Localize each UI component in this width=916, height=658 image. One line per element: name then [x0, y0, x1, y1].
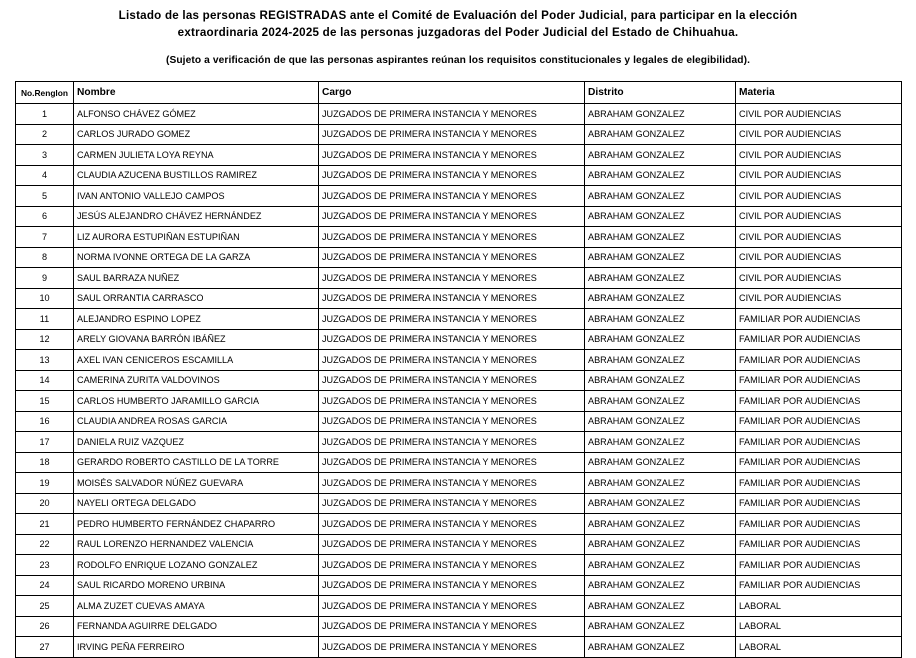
table-cell-cargo: JUZGADOS DE PRIMERA INSTANCIA Y MENORES: [319, 350, 585, 371]
table-cell-nombre: IVAN ANTONIO VALLEJO CAMPOS: [74, 186, 319, 207]
table-cell-cargo: JUZGADOS DE PRIMERA INSTANCIA Y MENORES: [319, 493, 585, 514]
document-subtitle: (Sujeto a verificación de que las personas aspirantes reúnan los requisitos constitucionales y legales de elegibilidad).: [165, 55, 751, 66]
table-cell-cargo: JUZGADOS DE PRIMERA INSTANCIA Y MENORES: [319, 104, 585, 125]
table-row: [16, 165, 902, 186]
table-cell-cargo: JUZGADOS DE PRIMERA INSTANCIA Y MENORES: [319, 329, 585, 350]
table-cell-renglon: 19: [16, 473, 74, 494]
table-cell-nombre: CAMERINA ZURITA VALDOVINOS: [74, 370, 319, 391]
table-cell-nombre: FERNANDA AGUIRRE DELGADO: [74, 616, 319, 637]
table-cell-cargo: JUZGADOS DE PRIMERA INSTANCIA Y MENORES: [319, 473, 585, 494]
table-row: [16, 370, 902, 391]
table-cell-distrito: ABRAHAM GONZALEZ: [585, 206, 736, 227]
table-cell-materia: FAMILIAR POR AUDIENCIAS: [736, 411, 902, 432]
table-cell-cargo: JUZGADOS DE PRIMERA INSTANCIA Y MENORES: [319, 124, 585, 145]
table-cell-cargo: JUZGADOS DE PRIMERA INSTANCIA Y MENORES: [319, 309, 585, 330]
table-row: [16, 247, 902, 268]
table-cell-nombre: DANIELA RUIZ VAZQUEZ: [74, 432, 319, 453]
table-cell-cargo: JUZGADOS DE PRIMERA INSTANCIA Y MENORES: [319, 370, 585, 391]
table-cell-materia: FAMILIAR POR AUDIENCIAS: [736, 452, 902, 473]
table-cell-renglon: 2: [16, 124, 74, 145]
table-cell-materia: FAMILIAR POR AUDIENCIAS: [736, 309, 902, 330]
table-cell-cargo: JUZGADOS DE PRIMERA INSTANCIA Y MENORES: [319, 165, 585, 186]
table-cell-nombre: IRVING PEÑA FERREIRO: [74, 637, 319, 658]
table-cell-nombre: RODOLFO ENRIQUE LOZANO GONZALEZ: [74, 555, 319, 576]
table-row: [16, 473, 902, 494]
table-cell-cargo: JUZGADOS DE PRIMERA INSTANCIA Y MENORES: [319, 555, 585, 576]
table-cell-renglon: 15: [16, 391, 74, 412]
table-cell-cargo: JUZGADOS DE PRIMERA INSTANCIA Y MENORES: [319, 452, 585, 473]
table-cell-cargo: JUZGADOS DE PRIMERA INSTANCIA Y MENORES: [319, 616, 585, 637]
table-cell-materia: CIVIL POR AUDIENCIAS: [736, 186, 902, 207]
table-row: [16, 124, 902, 145]
table-cell-materia: CIVIL POR AUDIENCIAS: [736, 288, 902, 309]
registered-persons-table: [15, 81, 902, 658]
table-cell-materia: CIVIL POR AUDIENCIAS: [736, 247, 902, 268]
table-cell-renglon: 20: [16, 493, 74, 514]
table-row: [16, 104, 902, 125]
table-row: [16, 391, 902, 412]
table-cell-distrito: ABRAHAM GONZALEZ: [585, 432, 736, 453]
table-cell-nombre: SAUL BARRAZA NUÑEZ: [74, 268, 319, 289]
table-cell-cargo: JUZGADOS DE PRIMERA INSTANCIA Y MENORES: [319, 247, 585, 268]
table-cell-distrito: ABRAHAM GONZALEZ: [585, 309, 736, 330]
table-row: [16, 268, 902, 289]
table-cell-nombre: PEDRO HUMBERTO FERNÁNDEZ CHAPARRO: [74, 514, 319, 535]
table-cell-renglon: 24: [16, 575, 74, 596]
table-cell-cargo: JUZGADOS DE PRIMERA INSTANCIA Y MENORES: [319, 637, 585, 658]
table-cell-materia: CIVIL POR AUDIENCIAS: [736, 206, 902, 227]
table-cell-materia: FAMILIAR POR AUDIENCIAS: [736, 329, 902, 350]
table-header-row: [16, 82, 902, 104]
table-cell-distrito: ABRAHAM GONZALEZ: [585, 329, 736, 350]
table-cell-nombre: LIZ AURORA ESTUPIÑAN ESTUPIÑAN: [74, 227, 319, 248]
table-row: [16, 637, 902, 658]
table-cell-materia: FAMILIAR POR AUDIENCIAS: [736, 391, 902, 412]
table-cell-distrito: ABRAHAM GONZALEZ: [585, 575, 736, 596]
document-heading: [0, 0, 916, 68]
table-cell-nombre: MOISÉS SALVADOR NÚÑEZ GUEVARA: [74, 473, 319, 494]
table-cell-materia: CIVIL POR AUDIENCIAS: [736, 165, 902, 186]
table-cell-renglon: 12: [16, 329, 74, 350]
table-cell-nombre: ARELY GIOVANA BARRÓN IBÁÑEZ: [74, 329, 319, 350]
table-cell-distrito: ABRAHAM GONZALEZ: [585, 268, 736, 289]
table-row: [16, 329, 902, 350]
table-cell-renglon: 25: [16, 596, 74, 617]
table-cell-nombre: CARLOS JURADO GOMEZ: [74, 124, 319, 145]
table-cell-materia: FAMILIAR POR AUDIENCIAS: [736, 555, 902, 576]
table-cell-renglon: 23: [16, 555, 74, 576]
column-header-nombre: Nombre: [74, 82, 319, 104]
table-cell-cargo: JUZGADOS DE PRIMERA INSTANCIA Y MENORES: [319, 186, 585, 207]
table-row: [16, 288, 902, 309]
table-cell-distrito: ABRAHAM GONZALEZ: [585, 596, 736, 617]
table-cell-nombre: ALMA ZUZET CUEVAS AMAYA: [74, 596, 319, 617]
table-cell-nombre: ALFONSO CHÁVEZ GÓMEZ: [74, 104, 319, 125]
table-cell-cargo: JUZGADOS DE PRIMERA INSTANCIA Y MENORES: [319, 432, 585, 453]
table-cell-renglon: 9: [16, 268, 74, 289]
table-cell-nombre: AXEL IVAN CENICEROS ESCAMILLA: [74, 350, 319, 371]
table-row: [16, 206, 902, 227]
table-cell-renglon: 3: [16, 145, 74, 166]
table-cell-materia: CIVIL POR AUDIENCIAS: [736, 124, 902, 145]
table-cell-cargo: JUZGADOS DE PRIMERA INSTANCIA Y MENORES: [319, 596, 585, 617]
table-cell-distrito: ABRAHAM GONZALEZ: [585, 165, 736, 186]
table-cell-cargo: JUZGADOS DE PRIMERA INSTANCIA Y MENORES: [319, 288, 585, 309]
table-row: [16, 616, 902, 637]
table-cell-renglon: 5: [16, 186, 74, 207]
table-cell-nombre: NORMA IVONNE ORTEGA DE LA GARZA: [74, 247, 319, 268]
table-cell-materia: CIVIL POR AUDIENCIAS: [736, 145, 902, 166]
table-cell-cargo: JUZGADOS DE PRIMERA INSTANCIA Y MENORES: [319, 411, 585, 432]
table-cell-distrito: ABRAHAM GONZALEZ: [585, 350, 736, 371]
table-row: [16, 309, 902, 330]
table-row: [16, 411, 902, 432]
table-cell-renglon: 14: [16, 370, 74, 391]
table-cell-renglon: 21: [16, 514, 74, 535]
table-cell-nombre: CARMEN JULIETA LOYA REYNA: [74, 145, 319, 166]
table-header: [16, 82, 902, 104]
table-cell-nombre: JESÚS ALEJANDRO CHÁVEZ HERNÁNDEZ: [74, 206, 319, 227]
table-cell-renglon: 22: [16, 534, 74, 555]
table-cell-renglon: 27: [16, 637, 74, 658]
table-cell-cargo: JUZGADOS DE PRIMERA INSTANCIA Y MENORES: [319, 514, 585, 535]
column-header-distrito: Distrito: [585, 82, 736, 104]
table-cell-distrito: ABRAHAM GONZALEZ: [585, 514, 736, 535]
table-cell-materia: LABORAL: [736, 637, 902, 658]
table-cell-distrito: ABRAHAM GONZALEZ: [585, 534, 736, 555]
table-cell-cargo: JUZGADOS DE PRIMERA INSTANCIA Y MENORES: [319, 227, 585, 248]
table-cell-renglon: 6: [16, 206, 74, 227]
table-body: [16, 104, 902, 658]
table-cell-cargo: JUZGADOS DE PRIMERA INSTANCIA Y MENORES: [319, 206, 585, 227]
table-cell-distrito: ABRAHAM GONZALEZ: [585, 411, 736, 432]
registered-persons-table-wrapper: [15, 81, 901, 658]
table-cell-renglon: 4: [16, 165, 74, 186]
table-cell-distrito: ABRAHAM GONZALEZ: [585, 391, 736, 412]
table-cell-renglon: 13: [16, 350, 74, 371]
table-cell-renglon: 18: [16, 452, 74, 473]
table-cell-distrito: ABRAHAM GONZALEZ: [585, 616, 736, 637]
table-cell-nombre: RAUL LORENZO HERNANDEZ VALENCIA: [74, 534, 319, 555]
table-cell-materia: FAMILIAR POR AUDIENCIAS: [736, 514, 902, 535]
table-cell-distrito: ABRAHAM GONZALEZ: [585, 227, 736, 248]
table-cell-renglon: 16: [16, 411, 74, 432]
table-cell-materia: LABORAL: [736, 596, 902, 617]
table-cell-cargo: JUZGADOS DE PRIMERA INSTANCIA Y MENORES: [319, 145, 585, 166]
table-cell-materia: FAMILIAR POR AUDIENCIAS: [736, 493, 902, 514]
table-cell-cargo: JUZGADOS DE PRIMERA INSTANCIA Y MENORES: [319, 534, 585, 555]
table-cell-cargo: JUZGADOS DE PRIMERA INSTANCIA Y MENORES: [319, 268, 585, 289]
table-row: [16, 350, 902, 371]
table-cell-materia: FAMILIAR POR AUDIENCIAS: [736, 473, 902, 494]
table-cell-nombre: NAYELI ORTEGA DELGADO: [74, 493, 319, 514]
table-cell-distrito: ABRAHAM GONZALEZ: [585, 473, 736, 494]
table-row: [16, 575, 902, 596]
document-title-line-2: extraordinaria 2024-2025 de las personas juzgadoras del Poder Judicial del Estado de Chihuahua.: [177, 25, 739, 39]
table-row: [16, 534, 902, 555]
column-header-renglon: No.Renglon: [16, 82, 74, 104]
column-header-materia: Materia: [736, 82, 902, 104]
table-cell-nombre: SAUL ORRANTIA CARRASCO: [74, 288, 319, 309]
table-cell-renglon: 17: [16, 432, 74, 453]
table-cell-materia: FAMILIAR POR AUDIENCIAS: [736, 432, 902, 453]
table-cell-nombre: CLAUDIA AZUCENA BUSTILLOS RAMIREZ: [74, 165, 319, 186]
table-cell-distrito: ABRAHAM GONZALEZ: [585, 452, 736, 473]
table-cell-nombre: GERARDO ROBERTO CASTILLO DE LA TORRE: [74, 452, 319, 473]
table-cell-nombre: ALEJANDRO ESPINO LOPEZ: [74, 309, 319, 330]
table-cell-renglon: 10: [16, 288, 74, 309]
table-row: [16, 596, 902, 617]
table-cell-materia: LABORAL: [736, 616, 902, 637]
table-row: [16, 186, 902, 207]
document-title-line-1: Listado de las personas REGISTRADAS ante el Comité de Evaluación del Poder Judicial, para participar en la elección: [118, 9, 798, 22]
table-cell-nombre: SAUL RICARDO MORENO URBINA: [74, 575, 319, 596]
table-cell-renglon: 26: [16, 616, 74, 637]
table-cell-materia: FAMILIAR POR AUDIENCIAS: [736, 370, 902, 391]
table-cell-distrito: ABRAHAM GONZALEZ: [585, 186, 736, 207]
table-row: [16, 514, 902, 535]
table-cell-distrito: ABRAHAM GONZALEZ: [585, 555, 736, 576]
table-cell-distrito: ABRAHAM GONZALEZ: [585, 493, 736, 514]
table-cell-renglon: 11: [16, 309, 74, 330]
table-cell-materia: CIVIL POR AUDIENCIAS: [736, 227, 902, 248]
table-row: [16, 432, 902, 453]
table-cell-distrito: ABRAHAM GONZALEZ: [585, 124, 736, 145]
table-row: [16, 493, 902, 514]
table-cell-distrito: ABRAHAM GONZALEZ: [585, 104, 736, 125]
table-row: [16, 555, 902, 576]
table-cell-cargo: JUZGADOS DE PRIMERA INSTANCIA Y MENORES: [319, 391, 585, 412]
column-header-cargo: Cargo: [319, 82, 585, 104]
table-cell-materia: FAMILIAR POR AUDIENCIAS: [736, 534, 902, 555]
table-cell-nombre: CARLOS HUMBERTO JARAMILLO GARCIA: [74, 391, 319, 412]
table-cell-distrito: ABRAHAM GONZALEZ: [585, 288, 736, 309]
table-row: [16, 145, 902, 166]
table-cell-distrito: ABRAHAM GONZALEZ: [585, 247, 736, 268]
table-cell-materia: FAMILIAR POR AUDIENCIAS: [736, 575, 902, 596]
table-cell-cargo: JUZGADOS DE PRIMERA INSTANCIA Y MENORES: [319, 575, 585, 596]
table-cell-renglon: 7: [16, 227, 74, 248]
table-cell-nombre: CLAUDIA ANDREA ROSAS GARCIA: [74, 411, 319, 432]
table-cell-materia: CIVIL POR AUDIENCIAS: [736, 104, 902, 125]
table-row: [16, 227, 902, 248]
table-cell-distrito: ABRAHAM GONZALEZ: [585, 637, 736, 658]
table-cell-distrito: ABRAHAM GONZALEZ: [585, 145, 736, 166]
table-cell-renglon: 1: [16, 104, 74, 125]
table-cell-materia: FAMILIAR POR AUDIENCIAS: [736, 350, 902, 371]
table-cell-renglon: 8: [16, 247, 74, 268]
table-cell-distrito: ABRAHAM GONZALEZ: [585, 370, 736, 391]
table-cell-materia: CIVIL POR AUDIENCIAS: [736, 268, 902, 289]
table-row: [16, 452, 902, 473]
